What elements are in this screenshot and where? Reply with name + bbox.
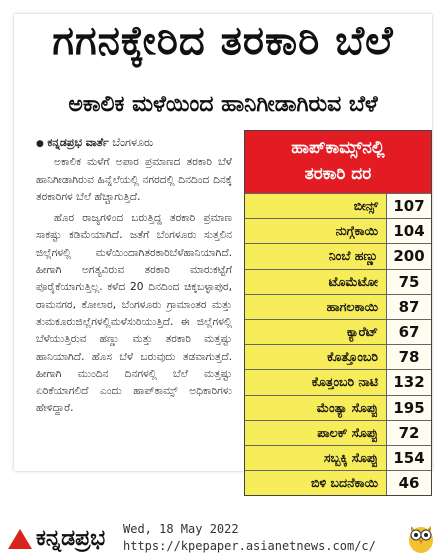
vegetable-name: ಕೊತ್ತೊಂಬರಿ	[245, 345, 386, 369]
vegetable-price: 200	[386, 244, 431, 268]
price-row	[245, 243, 431, 268]
vegetable-name: ಬೀನ್ಸ್	[245, 194, 386, 218]
vegetable-price: 78	[386, 345, 431, 369]
publication-logo	[8, 526, 105, 551]
article-paragraph: ಅಕಾಲಿಕ ಮಳೆಗೆ ಅಪಾರ ಪ್ರಮಾಣದ ತರಕಾರಿ ಬೆಳೆ ಹಾನಿಗೀಡಾಗಿರುವ ಹಿನ್ನೆಲೆಯಲ್ಲಿ ನಗರದಲ್ಲಿ ದಿನದಿಂದ ದಿನಕ್ಕೆ ತರಕಾರಿಗಳ ಬೆಲೆ ಹೆಚ್ಚಾಗುತ್ತಿದೆ.	[36, 156, 232, 203]
subheadline: ಅಕಾಲಿಕ ಮಳೆಯಿಂದ ಹಾನಿಗೀಡಾಗಿರುವ ಬೆಳೆ	[68, 92, 378, 117]
price-row	[245, 218, 431, 243]
publication-date: Wed, 18 May 2022	[123, 522, 239, 536]
bullet-icon: ●	[36, 139, 44, 149]
price-row	[245, 395, 431, 420]
vegetable-name: ಟೊಮೆಟೋ	[245, 270, 386, 294]
vegetable-name: ನಿಂಬೆ ಹಣ್ಣು	[245, 244, 386, 268]
logo-text: ಕನ್ನಡಪ್ರಭ	[36, 526, 106, 551]
price-table-header	[245, 131, 431, 193]
headline: ಗಗನಕ್ಕೇರಿದ ತರಕಾರಿ ಬೆಲೆ	[52, 18, 394, 64]
vegetable-name: ನುಗ್ಗೆಕಾಯಿ	[245, 219, 386, 243]
vegetable-name: ಪಾಲಕ್ ಸೊಪ್ಪು	[245, 421, 386, 445]
price-row	[245, 344, 431, 369]
price-row	[245, 470, 431, 495]
price-table	[244, 130, 432, 496]
vegetable-price: 46	[386, 471, 431, 495]
vegetable-price: 195	[386, 396, 431, 420]
vegetable-price: 132	[386, 370, 431, 394]
price-table-rows	[245, 193, 431, 495]
vegetable-name: ಕ್ಯಾರೆಟ್	[245, 320, 386, 344]
price-row	[245, 269, 431, 294]
vegetable-name: ಹಾಗಲಕಾಯಿ	[245, 295, 386, 319]
article-body	[36, 134, 232, 422]
price-table-title-line2: ತರಕಾರಿ ದರ	[304, 164, 372, 184]
source-url[interactable]: https://kpepaper.asianetnews.com/c/	[123, 539, 376, 553]
vegetable-price: 87	[386, 295, 431, 319]
vegetable-name: ಕೊತ್ತಂಬರಿ ನಾಟಿ	[245, 370, 386, 394]
vegetable-name: ಬಿಳಿ ಬದನೆಕಾಯಿ	[245, 471, 386, 495]
price-row	[245, 369, 431, 394]
byline	[36, 134, 232, 153]
vegetable-price: 154	[386, 446, 431, 470]
article-paragraph: ಹೊರ ರಾಜ್ಯಗಳಿಂದ ಬರುತ್ತಿದ್ದ ತರಕಾರಿ ಪ್ರಮಾಣ ಸಾಕಷ್ಟು ಕಡಿಮೆಯಾಗಿದೆ. ಜತೆಗೆ ಬೆಂಗಳೂರು ಸುತ್ತಲಿನ ಜಿಲ್ಲೆಗಳಲ್ಲಿ ಮಳೆಯಿಂದಾಗಿತರಕಾರಿಬೆಳೆಹಾನಿಯಾಗಿದೆ. ಹೀಗಾಗಿ ಅಗತ್ಯವಿರುವ ತರಕಾರಿ ಮಾರುಕಟ್ಟೆಗೆ ಪೂರೈಕೆಯಾಗುತ್ತಿಲ್ಲ. ಕಳೆದ 20 ದಿನದಿಂದ ಚಿಕ್ಕಬಳ್ಳಾಪುರ, ರಾಮನಗರ, ಕೋಲಾರ, ಬೆಂಗಳೂರು ಗ್ರಾಮಾಂತರ ಮತ್ತು ತುಮಕೂರುಜಿಲ್ಲೆಗಳಲ್ಲಿಮಳೆಸುರಿಯುತ್ತಿದೆ. ಈ ಜಿಲ್ಲೆಗಳಲ್ಲಿ ಬೆಳೆಯುತ್ತಿರುವ ಹಣ್ಣು ಮತ್ತು ತರಕಾರಿ ಮತ್ತಷ್ಟು ಹಾನಿಯಾಗಿದೆ. ಹೊಸ ಬೆಳೆ ಬರುವುದು ತಡವಾಗುತ್ತದೆ. ಹೀಗಾಗಿ ಮುಂದಿನ ದಿನಗಳಲ್ಲಿ ಬೆಲೆ ಮತ್ತಷ್ಟು ಏರಿಕೆಯಾಗಲಿದೆ ಎಂದು ಹಾಪ್‌ಕಾಮ್ಸ್ ಅಧಿಕಾರಿಗಳು ಹೇಳಿದ್ದಾರೆ.	[36, 212, 232, 415]
vegetable-name: ಮೆಂತ್ಯಾ ಸೊಪ್ಪು	[245, 396, 386, 420]
triangle-logo-icon	[8, 529, 32, 549]
price-row	[245, 294, 431, 319]
vegetable-price: 67	[386, 320, 431, 344]
owl-icon	[407, 522, 435, 554]
byline-source: ಕನ್ನಡಪ್ರಭ ವಾರ್ತೆ	[47, 136, 109, 149]
price-row	[245, 193, 431, 218]
vegetable-price: 104	[386, 219, 431, 243]
price-table-title-line1: ಹಾಪ್‌ಕಾಮ್ಸ್‌ನಲ್ಲಿ	[291, 138, 385, 158]
news-clipping	[14, 14, 432, 493]
vegetable-price: 75	[386, 270, 431, 294]
byline-place: ಬೆಂಗಳೂರು	[112, 136, 154, 149]
price-row	[245, 420, 431, 445]
vegetable-name: ಸಬ್ಬಕ್ಕಿ ಸೊಪ್ಪು	[245, 446, 386, 470]
vegetable-price: 72	[386, 421, 431, 445]
price-row	[245, 319, 431, 344]
footer	[0, 512, 444, 560]
vegetable-price: 107	[386, 194, 431, 218]
price-row	[245, 445, 431, 470]
